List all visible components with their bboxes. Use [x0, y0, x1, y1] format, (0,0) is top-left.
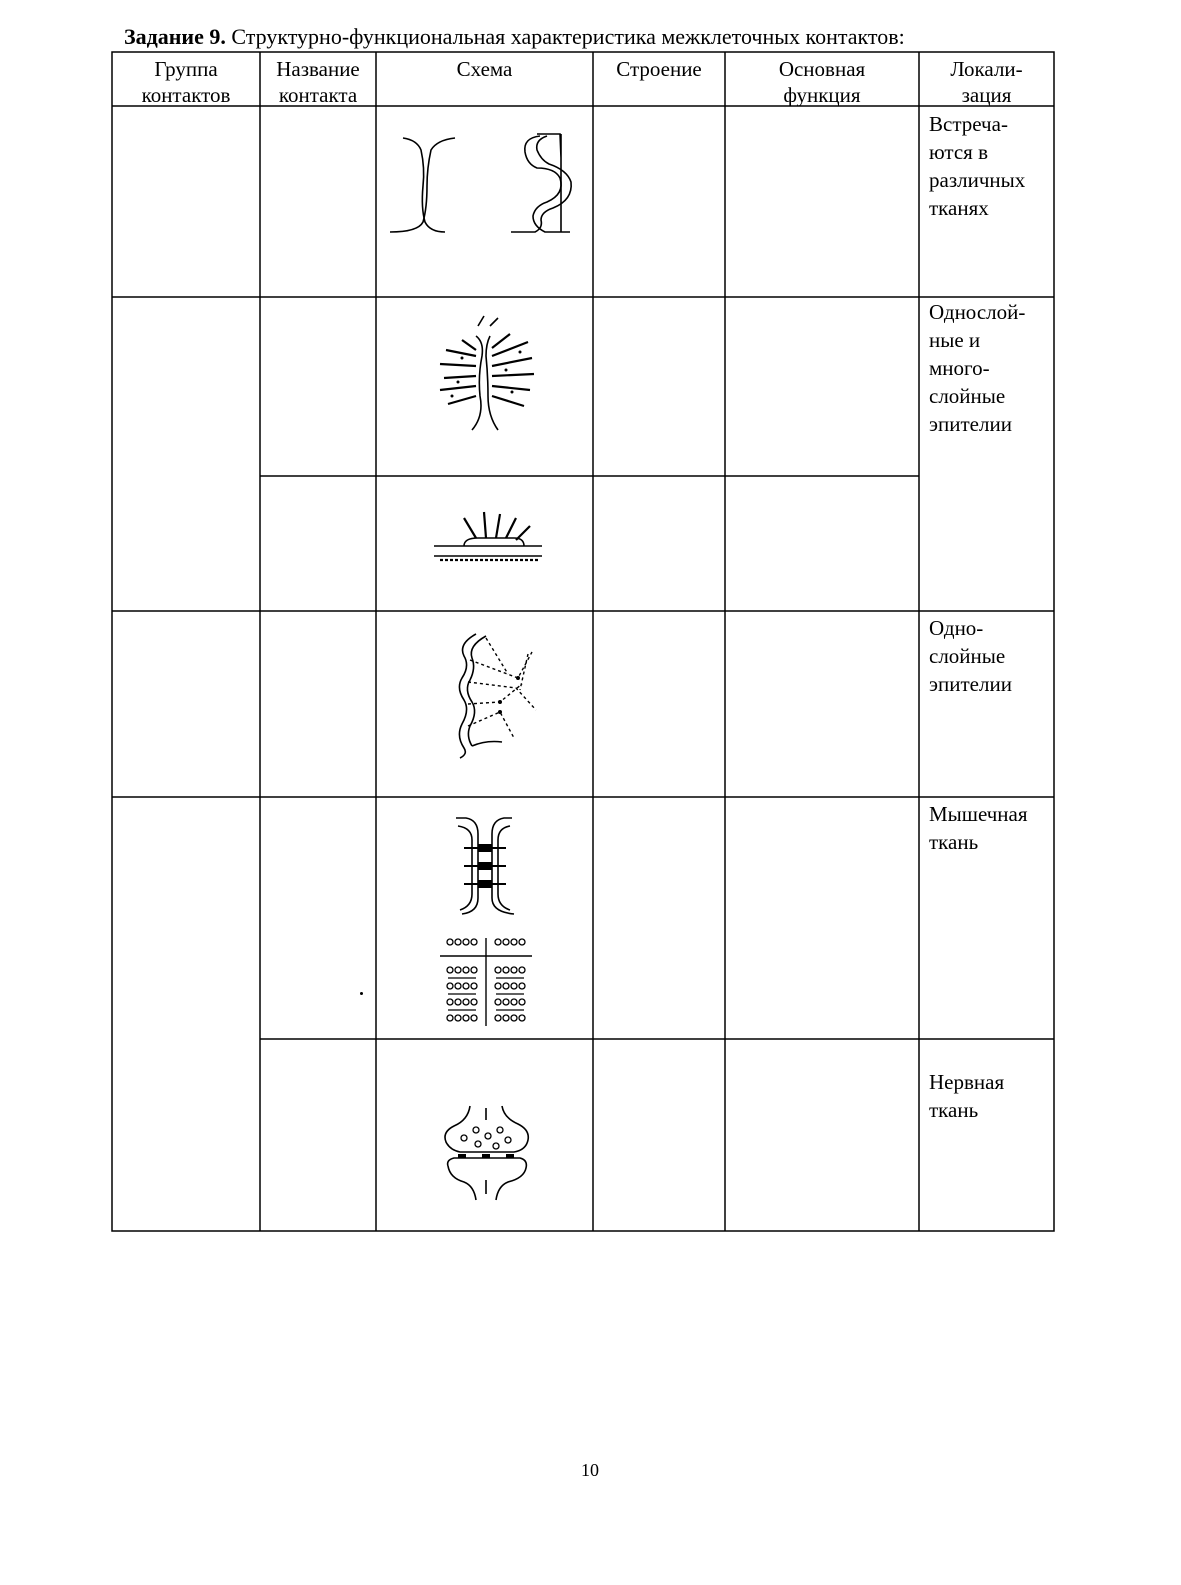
localization-row-3 — [929, 614, 1051, 698]
localization-text: ются в — [929, 140, 988, 164]
synapse-icon — [438, 1102, 538, 1202]
desmosome-icon — [432, 312, 542, 438]
localization-text: Мышечная — [929, 802, 1028, 826]
localization-text: Однослой- — [929, 300, 1026, 324]
localization-text: слойные — [929, 384, 1006, 408]
header-text: функция — [783, 83, 861, 107]
header-scheme — [376, 56, 593, 82]
localization-row-4 — [929, 800, 1051, 856]
task-label: Задание 9. — [124, 24, 226, 49]
localization-text: ткань — [929, 1098, 979, 1122]
localization-text: эпителии — [929, 412, 1012, 436]
localization-text: эпителии — [929, 672, 1012, 696]
localization-text: тканях — [929, 196, 989, 220]
header-text: Локали- — [950, 57, 1023, 81]
header-main-function — [725, 56, 919, 108]
connexon-membrane-icon — [436, 934, 536, 1030]
header-text: Строение — [616, 57, 702, 81]
task-title: Структурно-функциональная характеристика межклеточных контактов: — [231, 24, 905, 49]
tight-junction-icon — [446, 630, 546, 760]
header-structure — [593, 56, 725, 82]
localization-text: ткань — [929, 830, 979, 854]
header-contact-group — [112, 56, 260, 108]
header-text: контакта — [278, 83, 358, 107]
localization-row-2 — [929, 298, 1051, 438]
header-text: Название — [276, 57, 360, 81]
localization-text: Одно- — [929, 616, 984, 640]
page-number: 10 — [581, 1460, 599, 1480]
localization-text: Встреча- — [929, 112, 1008, 136]
localization-text: много- — [929, 356, 990, 380]
header-contact-name — [260, 56, 376, 108]
localization-row-1 — [929, 110, 1051, 222]
gap-junction-icon — [452, 814, 522, 918]
localization-text: Нервная — [929, 1070, 1005, 1094]
hemidesmosome-icon — [430, 508, 546, 568]
localization-row-5 — [929, 1068, 1051, 1124]
simple-and-interdigitating-contact-icon — [385, 128, 585, 240]
header-text: зация — [961, 83, 1012, 107]
stray-dot — [360, 992, 363, 995]
localization-text: слойные — [929, 644, 1006, 668]
localization-text: ные и — [929, 328, 981, 352]
header-text: Группа — [154, 57, 218, 81]
localization-text: различных — [929, 168, 1026, 192]
header-text: контактов — [141, 83, 231, 107]
header-text: Основная — [778, 57, 866, 81]
header-text: Схема — [456, 57, 513, 81]
header-localization — [919, 56, 1054, 108]
